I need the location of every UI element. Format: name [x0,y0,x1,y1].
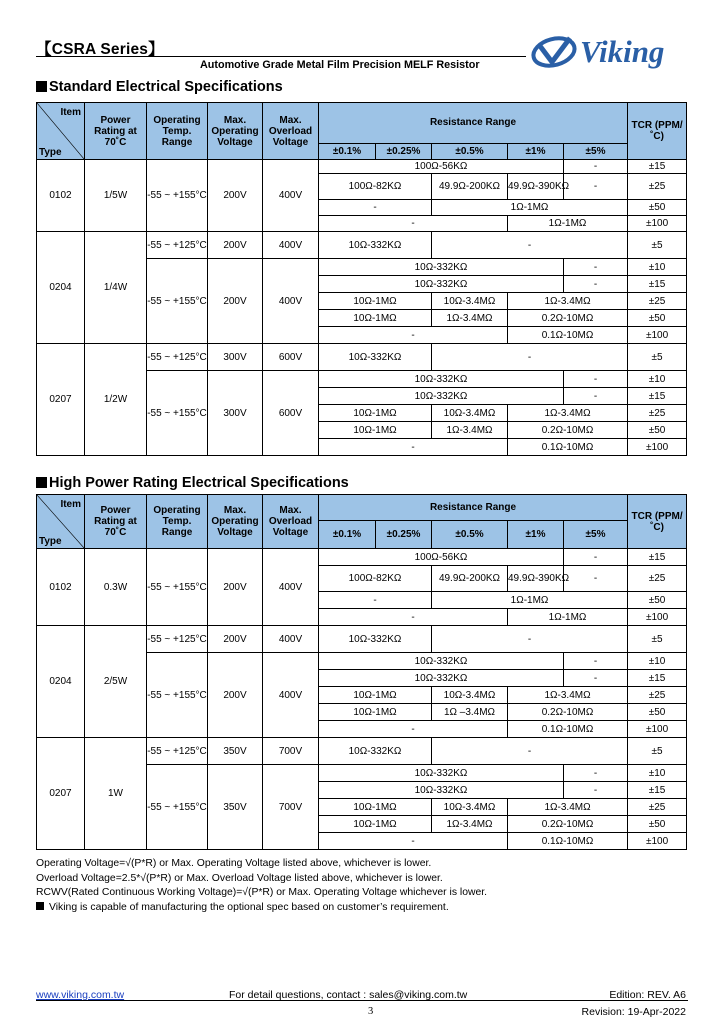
range-cell: - [564,276,628,293]
range-cell: 10Ω-332KΩ [319,276,564,293]
range-cell: - [319,439,508,456]
olv-cell: 700V [263,765,319,850]
range-cell: 1Ω-3.4MΩ [432,816,508,833]
range-cell: - [319,833,508,850]
range-cell: 1Ω-3.4MΩ [508,687,628,704]
range-cell: - [432,232,628,259]
range-cell: - [319,216,508,232]
power-rating-header: Power Rating at 70˚C [85,103,147,160]
olv-cell: 600V [263,344,319,371]
range-cell: 49.9Ω-390KΩ [508,174,564,200]
olv-cell: 400V [263,160,319,232]
tcr-cell: ±50 [628,816,687,833]
tcr-cell: ±10 [628,371,687,388]
power-cell: 1/5W [85,160,147,232]
tcr-cell: ±100 [628,439,687,456]
max-overload-voltage-header: Max. Overload Voltage [263,103,319,160]
range-cell: 1Ω-3.4MΩ [432,310,508,327]
range-cell: 100Ω-82KΩ [319,566,432,592]
range-cell: - [319,609,508,626]
range-cell: - [319,327,508,344]
range-cell: - [319,200,432,216]
series-title: 【CSRA Series】 [36,41,164,58]
range-cell: 10Ω-1MΩ [319,293,432,310]
range-cell: 49.9Ω-200KΩ [432,566,508,592]
power-cell: 1W [85,738,147,850]
range-cell: - [564,566,628,592]
tolerance-header: ±0.25% [376,143,432,159]
olv-cell: 700V [263,738,319,765]
temp-range-header: Operating Temp. Range [147,103,208,160]
power-cell: 0.3W [85,549,147,626]
power-cell: 1/2W [85,344,147,456]
range-cell: 10Ω-332KΩ [319,344,432,371]
olv-cell: 400V [263,626,319,653]
olv-cell: 400V [263,259,319,344]
tcr-cell: ±100 [628,609,687,626]
footer-rule [36,1000,688,1001]
temp-cell: -55 ~ +155°C [147,765,208,850]
range-cell: - [564,259,628,276]
olv-cell: 600V [263,371,319,456]
tcr-cell: ±25 [628,405,687,422]
standard-spec-table [36,102,687,456]
table-row [37,160,687,174]
opv-cell: 200V [208,626,263,653]
tcr-header: TCR (PPM/˚C) [628,495,687,549]
website-link[interactable]: www.viking.com.tw [36,989,125,1001]
range-cell: 10Ω-1MΩ [319,422,432,439]
tcr-cell: ±25 [628,293,687,310]
opv-cell: 200V [208,160,263,232]
item-type-header: Item Type [37,495,85,549]
max-operating-voltage-header: Max. Operating Voltage [208,103,263,160]
range-cell: 10Ω-3.4MΩ [432,687,508,704]
range-cell: 10Ω-332KΩ [319,371,564,388]
temp-cell: -55 ~ +155°C [147,371,208,456]
range-cell: 0.1Ω-10MΩ [508,721,628,738]
range-cell: - [432,626,628,653]
temp-cell: -55 ~ +125°C [147,232,208,259]
range-cell: 1Ω-3.4MΩ [508,799,628,816]
tcr-cell: ±5 [628,232,687,259]
tolerance-header: ±1% [508,521,564,549]
opv-cell: 200V [208,259,263,344]
tcr-cell: ±25 [628,174,687,200]
olv-cell: 400V [263,232,319,259]
document-subtitle: Automotive Grade Metal Film Precision MELF Resistor [200,59,480,71]
tcr-cell: ±50 [628,310,687,327]
tcr-header: TCR (PPM/˚C) [628,103,687,160]
tolerance-header: ±0.5% [432,521,508,549]
range-cell: 10Ω-3.4MΩ [432,405,508,422]
range-cell: - [319,592,432,609]
range-cell: - [564,782,628,799]
range-cell: 1Ω-1MΩ [508,216,628,232]
range-cell: 10Ω-1MΩ [319,687,432,704]
power-cell: 1/4W [85,232,147,344]
tcr-cell: ±15 [628,160,687,174]
range-cell: - [564,765,628,782]
range-cell: - [564,670,628,687]
tcr-cell: ±5 [628,344,687,371]
tcr-cell: ±100 [628,721,687,738]
tcr-cell: ±100 [628,327,687,344]
tolerance-header: ±5% [564,143,628,159]
type-cell: 0207 [37,738,85,850]
resistance-range-header: Resistance Range [319,103,628,144]
range-cell: 10Ω-332KΩ [319,653,564,670]
tcr-cell: ±15 [628,276,687,293]
opv-cell: 200V [208,232,263,259]
header-rule [36,56,526,57]
tcr-cell: ±50 [628,592,687,609]
tcr-cell: ±10 [628,765,687,782]
tolerance-header: ±0.1% [319,143,376,159]
range-cell: 10Ω-1MΩ [319,799,432,816]
range-cell: 10Ω-3.4MΩ [432,799,508,816]
type-cell: 0102 [37,160,85,232]
range-cell: 10Ω-1MΩ [319,704,432,721]
table-row [37,626,687,653]
type-cell: 0102 [37,549,85,626]
tcr-cell: ±100 [628,833,687,850]
tolerance-header: ±0.1% [319,521,376,549]
tcr-cell: ±15 [628,388,687,405]
edition-text: Edition: REV. A6 [609,989,686,1001]
range-cell: 0.2Ω-10MΩ [508,422,628,439]
table-row [37,549,687,566]
range-cell: 0.1Ω-10MΩ [508,833,628,850]
square-bullet-icon [36,81,47,92]
range-cell: - [564,653,628,670]
opv-cell: 200V [208,653,263,738]
opv-cell: 350V [208,765,263,850]
range-cell: - [564,388,628,405]
range-cell: 10Ω-1MΩ [319,310,432,327]
opv-cell: 350V [208,738,263,765]
power-rating-header: Power Rating at 70˚C [85,495,147,549]
tcr-cell: ±15 [628,549,687,566]
range-cell: 1Ω-3.4MΩ [508,293,628,310]
section-title-high-power: High Power Rating Electrical Specifications [36,475,349,491]
square-bullet-icon [36,477,47,488]
temp-cell: -55 ~ +125°C [147,738,208,765]
tcr-cell: ±100 [628,216,687,232]
type-cell: 0204 [37,626,85,738]
table-row [37,738,687,765]
range-cell: 10Ω-332KΩ [319,259,564,276]
range-cell: - [319,721,508,738]
type-cell: 0207 [37,344,85,456]
tolerance-header: ±0.5% [432,143,508,159]
table-row [37,232,687,259]
range-cell: 0.2Ω-10MΩ [508,310,628,327]
range-cell: 49.9Ω-390KΩ [508,566,564,592]
range-cell: 1Ω-1MΩ [432,592,628,609]
tcr-cell: ±10 [628,653,687,670]
tcr-cell: ±50 [628,704,687,721]
range-cell: 0.2Ω-10MΩ [508,816,628,833]
square-bullet-icon [36,902,44,910]
olv-cell: 400V [263,549,319,626]
range-cell: 10Ω-332KΩ [319,232,432,259]
item-type-header: Item Type [37,103,85,160]
range-cell: - [564,174,628,200]
range-cell: 49.9Ω-200KΩ [432,174,508,200]
temp-range-header: Operating Temp. Range [147,495,208,549]
max-overload-voltage-header: Max. Overload Voltage [263,495,319,549]
temp-cell: -55 ~ +155°C [147,549,208,626]
tcr-cell: ±15 [628,670,687,687]
temp-cell: -55 ~ +155°C [147,653,208,738]
range-cell: - [432,738,628,765]
range-cell: - [564,549,628,566]
page-number: 3 [368,1006,374,1017]
range-cell: 10Ω-1MΩ [319,405,432,422]
tcr-cell: ±10 [628,259,687,276]
range-cell: 0.2Ω-10MΩ [508,704,628,721]
note-rcwv: RCWV(Rated Continuous Working Voltage)=√(P*R) or Max. Operating Voltage whichever is lower. [36,887,488,898]
tcr-cell: ±5 [628,738,687,765]
range-cell: 10Ω-332KΩ [319,626,432,653]
tolerance-header: ±1% [508,143,564,159]
range-cell: 0.1Ω-10MΩ [508,327,628,344]
type-cell: 0204 [37,232,85,344]
range-cell: 10Ω-332KΩ [319,738,432,765]
temp-cell: -55 ~ +155°C [147,259,208,344]
range-cell: 1Ω-1MΩ [432,200,628,216]
note-optional-spec: Viking is capable of manufacturing the optional spec based on customer’s requirement. [36,901,487,916]
range-cell: 1Ω-3.4MΩ [432,422,508,439]
range-cell: 0.1Ω-10MΩ [508,439,628,456]
range-cell: 100Ω-56KΩ [319,160,564,174]
range-cell: 1Ω –3.4MΩ [432,704,508,721]
tcr-cell: ±25 [628,566,687,592]
range-cell: - [564,371,628,388]
range-cell: 10Ω-332KΩ [319,765,564,782]
range-cell: 10Ω-332KΩ [319,388,564,405]
opv-cell: 300V [208,371,263,456]
contact-text: For detail questions, contact : sales@viking.com.tw [229,989,468,1001]
tcr-cell: ±50 [628,200,687,216]
tcr-cell: ±25 [628,799,687,816]
tcr-cell: ±25 [628,687,687,704]
range-cell: 10Ω-332KΩ [319,782,564,799]
range-cell: 100Ω-56KΩ [319,549,564,566]
high-power-spec-table [36,494,687,850]
range-cell: - [432,344,628,371]
tcr-cell: ±5 [628,626,687,653]
range-cell: 10Ω-3.4MΩ [432,293,508,310]
note-operating-voltage: Operating Voltage=√(P*R) or Max. Operating Voltage listed above, whichever is lower. [36,858,432,869]
table-row [37,344,687,371]
range-cell: 10Ω-1MΩ [319,816,432,833]
tolerance-header: ±0.25% [376,521,432,549]
spec-notes [36,857,487,915]
tcr-cell: ±15 [628,782,687,799]
tolerance-header: ±5% [564,521,628,549]
range-cell: 1Ω-3.4MΩ [508,405,628,422]
range-cell: 100Ω-82KΩ [319,174,432,200]
temp-cell: -55 ~ +125°C [147,626,208,653]
logo-text: Viking [580,34,665,69]
note-overload-voltage: Overload Voltage=2.5*√(P*R) or Max. Overload Voltage listed above, whichever is lower. [36,872,443,884]
olv-cell: 400V [263,653,319,738]
temp-cell: -55 ~ +125°C [147,344,208,371]
tcr-cell: ±50 [628,422,687,439]
resistance-range-header: Resistance Range [319,495,628,521]
revision-text: Revision: 19-Apr-2022 [581,1006,686,1018]
range-cell: - [564,160,628,174]
section-title-standard: Standard Electrical Specifications [36,79,283,95]
temp-cell: -55 ~ +155°C [147,160,208,232]
range-cell: 1Ω-1MΩ [508,609,628,626]
range-cell: 10Ω-332KΩ [319,670,564,687]
power-cell: 2/5W [85,626,147,738]
viking-logo [530,30,695,74]
opv-cell: 300V [208,344,263,371]
opv-cell: 200V [208,549,263,626]
max-operating-voltage-header: Max. Operating Voltage [208,495,263,549]
